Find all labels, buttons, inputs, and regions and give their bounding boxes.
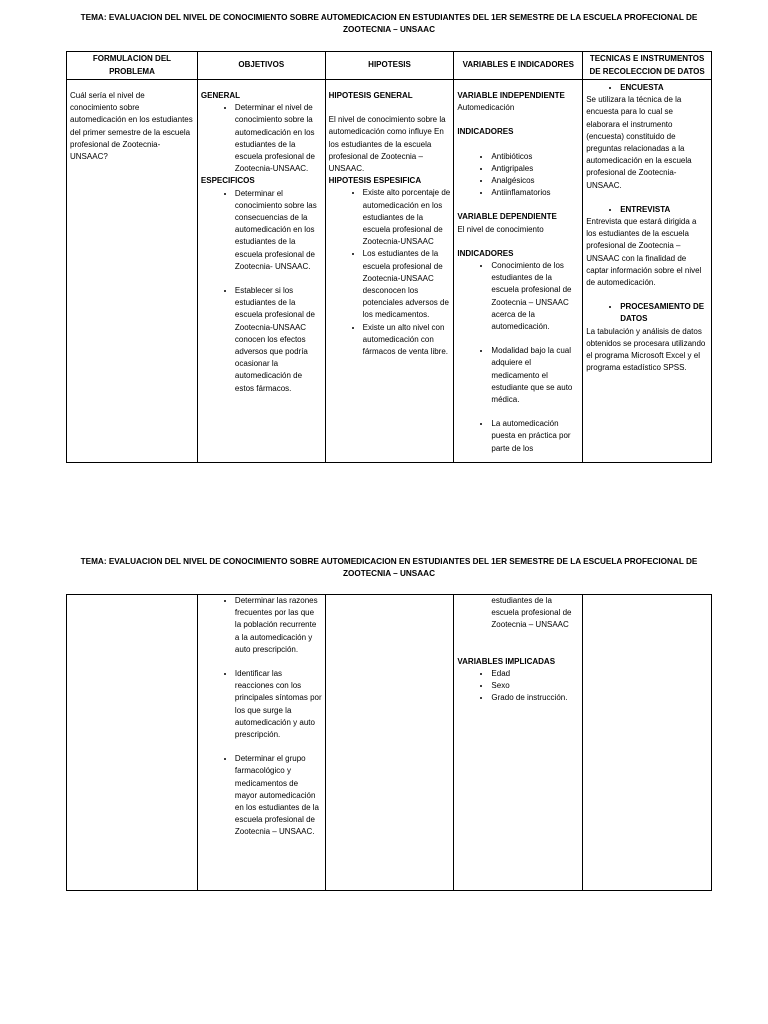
encuesta-label: • ENCUESTA <box>620 82 708 94</box>
list-item: • Determinar las razones frecuentes por las que la población recurrente a la automedicación y auto prescripción. <box>235 595 322 656</box>
problem-statement: Cuál sería el nivel de conocimiento sobre automedicación en los estudiantes del primer semestre de la escuela profesional de Zootecnia-UNSAAC? <box>70 91 193 162</box>
cell-hipotesis-continued <box>325 595 454 891</box>
research-matrix-table-continued <box>66 594 712 891</box>
header-tecnicas: TECNICAS E INSTRUMENTOS DE RECOLECCION DE DATOS <box>583 52 712 80</box>
list-item: • Existe alto porcentaje de automedicación en los estudiantes de la escuela profesional de Zootecnia-UNSAAC <box>363 187 451 248</box>
cell-variables-continued <box>454 595 583 891</box>
cell-problema-continued <box>67 595 198 891</box>
variables-continuation-text: estudiantes de la escuela profesional de Zootecnia – UNSAAC <box>491 596 572 630</box>
hipotesis-especifica-list <box>329 187 451 358</box>
header-variables: VARIABLES E INDICADORES <box>454 52 583 80</box>
list-item: • Antiinflamatorios <box>491 187 579 199</box>
variable-independiente-label: VARIABLE INDEPENDIENTE <box>457 91 565 100</box>
document-title: TEMA: EVALUACION DEL NIVEL DE CONOCIMIENTO SOBRE AUTOMEDICACION EN ESTUDIANTES DEL 1ER SEMESTRE DE LA ESCUELA PROFECIONAL DE ZOOTECNIA – UNSAAC <box>80 13 698 34</box>
encuesta-list <box>586 82 708 94</box>
document-title-page2: TEMA: EVALUACION DEL NIVEL DE CONOCIMIENTO SOBRE AUTOMEDICACION EN ESTUDIANTES DEL 1ER SEMESTRE DE LA ESCUELA PROFECIONAL DE ZOOTECNIA – UNSAAC <box>80 557 698 578</box>
list-item: • Sexo <box>491 680 579 692</box>
variable-dependiente-label: VARIABLE DEPENDIENTE <box>457 212 557 222</box>
header-objetivos: OBJETIVOS <box>197 52 325 80</box>
variables-implicadas-list <box>457 668 579 705</box>
hipotesis-general-label: HIPOTESIS GENERAL <box>328 91 413 100</box>
objetivo-especificos-label: ESPECIFICOS <box>200 176 255 186</box>
cell-variables <box>454 80 583 463</box>
list-item: • Edad <box>491 668 579 680</box>
list-item: • Analgésicos <box>491 175 579 187</box>
list-item: • Antibióticos <box>491 151 579 163</box>
list-item: • Conocimiento de los estudiantes de la escuela profesional de Zootecnia – UNSAAC acerca de la automedicación. <box>491 260 579 333</box>
variables-implicadas-label: VARIABLES IMPLICADAS <box>457 656 556 666</box>
research-matrix-table <box>66 51 712 463</box>
objetivo-general-list <box>201 102 322 175</box>
objetivo-especificos-list <box>201 188 322 395</box>
cell-tecnicas-continued <box>583 595 712 891</box>
cell-objetivos <box>197 80 325 463</box>
variable-dependiente-text: El nivel de conocimiento <box>457 224 544 234</box>
hipotesis-especifica-label: HIPOTESIS ESPESIFICA <box>328 176 422 186</box>
indicadores-independiente-list <box>457 151 579 200</box>
cell-tecnicas <box>583 80 712 463</box>
list-item: • Identificar las reacciones con los principales síntomas por los que surge la automedicación y auto prescripción. <box>235 668 322 741</box>
list-item: • La automedicación puesta en práctica por parte de los <box>491 418 579 455</box>
list-item: • Determinar el nivel de conocimiento sobre la automedicación en los estudiantes de la escuela profesional de Zootecnia-UNSAAC. <box>235 102 322 175</box>
procesamiento-text: La tabulación y análisis de datos obtenidos se procesara utilizando el programa Microsoft Excel y el programa estadístico SPSS. <box>586 326 706 373</box>
objetivo-general-label: GENERAL <box>200 91 241 100</box>
list-item: • Existe un alto nivel con automedicación con fármacos de venta libre. <box>363 322 451 359</box>
cell-hipotesis <box>325 80 454 463</box>
list-item: • Determinar el conocimiento sobre las consecuencias de la automedicación en los estudiantes de la escuela profesional de Zootecnia- UNSAAC. <box>235 188 322 273</box>
indicadores-dependiente-list <box>457 260 579 455</box>
header-problema: FORMULACION DEL PROBLEMA <box>67 52 198 80</box>
variable-independiente-text: Automedicación <box>457 103 515 113</box>
hipotesis-general-text: El nivel de conocimiento sobre la automedicación como influye En los estudiantes de la escuela profesional de Zootecnia – UNSAAC. <box>328 115 446 174</box>
encuesta-text: Se utilizara la técnica de la encuesta para lo cual se elaborara el instrumento (encuesta) constituido de preguntas relacionadas a la automedicación en la escuela profesional de Zootecnia-UNSAAC. <box>586 95 692 190</box>
cell-objetivos-continued <box>197 595 325 891</box>
list-item: • Los estudiantes de la escuela profesional de Zootecnia-UNSAAC desconocen los potenciales adversos de los medicamentos. <box>363 248 451 321</box>
procesamiento-label: • PROCESAMIENTO DE DATOS <box>620 301 708 325</box>
list-item: • Antigripales <box>491 163 579 175</box>
indicadores-label: INDICADORES <box>457 127 514 137</box>
header-hipotesis: HIPOTESIS <box>325 52 454 80</box>
entrevista-list <box>586 204 708 216</box>
cell-problema <box>67 80 198 463</box>
list-item: • Grado de instrucción. <box>491 692 579 704</box>
list-item: • Modalidad bajo la cual adquiere el medicamento el estudiante que se auto médica. <box>491 345 579 406</box>
procesamiento-list <box>586 301 708 325</box>
entrevista-text: Entrevista que estará dirigida a los estudiantes de la escuela profesional de Zootecnia – UNSAAC con la finalidad de captar información sobre el nivel de automedicación. <box>586 217 702 288</box>
entrevista-label: • ENTREVISTA <box>620 204 708 216</box>
objetivos-continued-list <box>201 595 322 839</box>
list-item: • Establecer si los estudiantes de la escuela profesional de Zootecnia-UNSAAC conocen los efectos adversos que podría ocasionar la automedicación de estos fármacos. <box>235 285 322 395</box>
list-item: • Determinar el grupo farmacológico y medicamentos de mayor automedicación en los estudiantes de la escuela profesional de Zootecnia – UNSAAC. <box>235 753 322 838</box>
indicadores-dependiente-label: INDICADORES <box>457 248 514 258</box>
